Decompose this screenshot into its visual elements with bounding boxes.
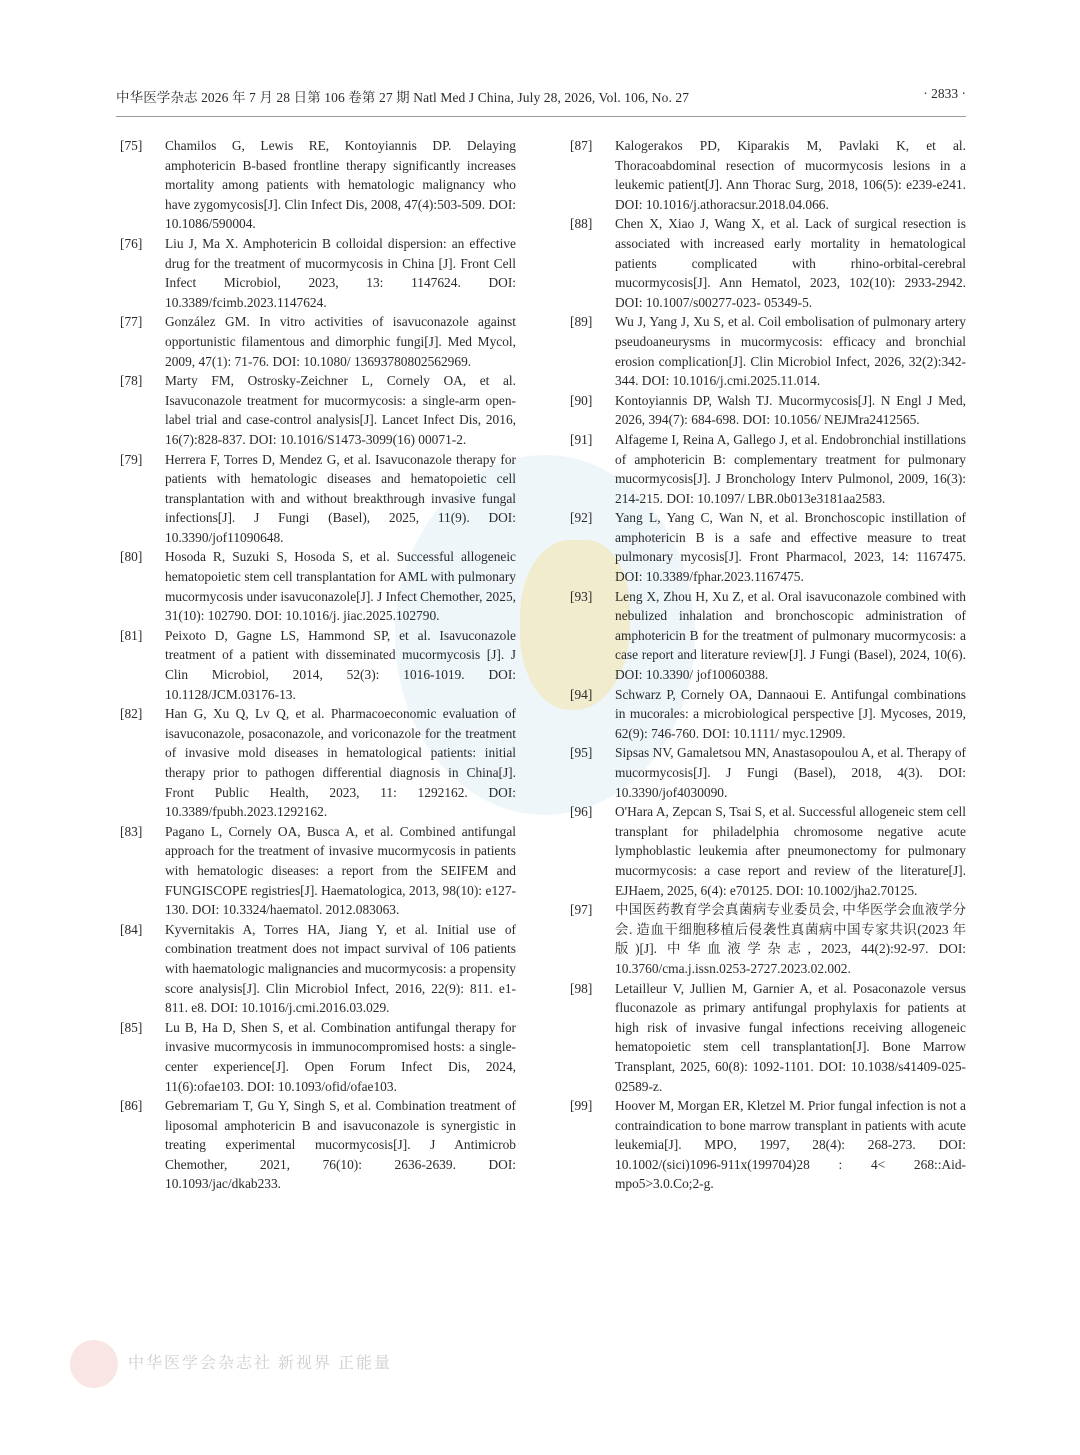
reference-entry bbox=[120, 547, 516, 625]
reference-number: [93] bbox=[570, 588, 593, 604]
reference-entry bbox=[570, 685, 966, 744]
reference-entry bbox=[120, 450, 516, 548]
reference-number: [98] bbox=[570, 980, 593, 996]
publisher-logo-icon bbox=[70, 1340, 118, 1388]
reference-text: 中国医药教育学会真菌病专业委员会, 中华医学会血液学分会. 造血干细胞移植后侵袭性真菌病中国专家共识(2023 年版)[J]. 中华血液学杂志, 2023, 44(2):92-97. DOI: 10.3760/cma.j.issn.0253-2727.2023.02.002. bbox=[615, 902, 966, 976]
reference-text: Lu B, Ha D, Shen S, et al. Combination antifungal therapy for invasive mucormycosis in immunocompromised hosts: a single-center experience[J]. Open Forum Infect Dis, 2024, 11(6):ofae103. DOI: 10.1093/ofid/ofae103. bbox=[165, 1019, 516, 1094]
reference-text: Schwarz P, Cornely OA, Dannaoui E. Antifungal combinations in mucorales: a microbiological perspective [J]. Mycoses, 2019, 62(9): 746-760. DOI: 10.1111/ myc.12909. bbox=[615, 686, 966, 741]
reference-number: [92] bbox=[570, 510, 593, 526]
reference-number: [89] bbox=[570, 314, 593, 330]
reference-entry bbox=[120, 1018, 516, 1096]
reference-number: [96] bbox=[570, 804, 593, 820]
reference-text: Han G, Xu Q, Lv Q, et al. Pharmacoeconomic evaluation of isavuconazole, posaconazole, and voriconazole for the treatment of invasive mold diseases in hematological patients: initial therapy prior to pathogen differential diagnosis in China[J]. Front Public Health, 2023, 11: 1292162. DOI: 10.3389/fpubh.2023.1292162. bbox=[165, 706, 516, 820]
running-header bbox=[116, 86, 966, 110]
reference-entry bbox=[120, 371, 516, 449]
reference-text: Pagano L, Cornely OA, Busca A, et al. Combined antifungal approach for the treatment of invasive mucormycosis in patients with hematologic diseases: a report from the SEIFEM and FUNGISCOPE registries[J]. Haematologica, 2013, 98(10): e127-130. DOI: 10.3324/haematol. 2012.083063. bbox=[165, 823, 516, 918]
reference-entry bbox=[120, 312, 516, 371]
reference-text: Yang L, Yang C, Wan N, et al. Bronchoscopic instillation of amphotericin B is a safe and effective measure to treat pulmonary mycosis[J]. Front Pharmacol, 2023, 14: 1167475. DOI: 10.3389/fphar.2023.1167475. bbox=[615, 510, 966, 585]
references-right-column bbox=[570, 136, 966, 1194]
header-divider bbox=[116, 116, 966, 117]
reference-number: [84] bbox=[120, 921, 143, 937]
reference-entry bbox=[120, 822, 516, 920]
reference-text: Letailleur V, Jullien M, Garnier A, et al. Posaconazole versus fluconazole as primary antifungal prophylaxis for patients at high risk of invasive fungal infections receiving allogeneic hematopoietic stem cell transplantation[J]. Bone Marrow Transplant, 2025, 60(8): 1092-1101. DOI: 10.1038/s41409-025-02589-z. bbox=[615, 980, 966, 1094]
reference-number: [82] bbox=[120, 706, 143, 722]
reference-entry bbox=[570, 587, 966, 685]
reference-entry bbox=[570, 1096, 966, 1194]
reference-entry bbox=[570, 391, 966, 430]
reference-text: Hoover M, Morgan ER, Kletzel M. Prior fungal infection is not a contraindication to bone marrow transplant in patients with acute leukemia[J]. MPO, 1997, 28(4): 268-273. DOI: 10.1002/(sici)1096-911x(199704)28 : 4< 268::Aid-mpo5>3.0.Co;2-g. bbox=[615, 1098, 966, 1192]
reference-number: [87] bbox=[570, 138, 593, 153]
reference-number: [94] bbox=[570, 686, 593, 702]
reference-number: [88] bbox=[570, 216, 593, 232]
reference-text: Alfageme I, Reina A, Gallego J, et al. Endobronchial instillations of amphotericin B: complementary treatment for pulmonary mucormycosis[J]. J Bronchology Interv Pulmonol, 2009, 16(3): 214-215. DOI: 10.1097/ LBR.0b013e3181aa2583. bbox=[615, 431, 966, 506]
reference-text: Chamilos G, Lewis RE, Kontoyiannis DP. Delaying amphotericin B-based frontline therapy significantly increases mortality among patients with hematologic malignancy who have zygomycosis[J]. Clin Infect Dis, 2008, 47(4):503-509. DOI: 10.1086/590004. bbox=[165, 138, 516, 232]
reference-entry bbox=[120, 920, 516, 1018]
reference-number: [75] bbox=[120, 138, 143, 153]
reference-text: Wu J, Yang J, Xu S, et al. Coil embolisation of pulmonary artery pseudoaneurysms in mucormycosis: efficacy and bronchial erosion complication[J]. Clin Microbiol Infect, 2026, 32(2):342-344. DOI: 10.1016/j.cmi.2025.11.014. bbox=[615, 314, 966, 389]
reference-text: Sipsas NV, Gamaletsou MN, Anastasopoulou A, et al. Therapy of mucormycosis[J]. J Fungi (Basel), 2018, 4(3). DOI: 10.3390/jof4030090. bbox=[615, 745, 966, 800]
reference-text: Kalogerakos PD, Kiparakis M, Pavlaki K, et al. Thoracoabdominal resection of mucormycosis lesions in a leukemic patient[J]. Ann Thorac Surg, 2018, 106(5): e239-e241. DOI: 10.1016/j.athoracsur.2018.04.066. bbox=[615, 138, 966, 212]
reference-entry bbox=[570, 312, 966, 390]
reference-text: O'Hara A, Zepcan S, Tsai S, et al. Successful allogeneic stem cell transplant for philadelphia chromosome negative acute lymphoblastic leukemia after pneumonectomy for pulmonary mucormycosis: a case report and review of the literature[J]. EJHaem, 2025, 6(4): e70125. DOI: 10.1002/jha2.70125. bbox=[615, 804, 966, 898]
reference-text: Leng X, Zhou H, Xu Z, et al. Oral isavuconazole combined with nebulized inhalation and bronchoscopic administration of amphotericin B for the treatment of pulmonary mucormycosis: a case report and literature review[J]. J Fungi (Basel), 2024, 10(6). DOI: 10.3390/ jof10060388. bbox=[615, 588, 966, 683]
reference-number: [80] bbox=[120, 549, 143, 565]
reference-entry bbox=[570, 743, 966, 802]
reference-number: [77] bbox=[120, 314, 143, 330]
references-left-column bbox=[120, 136, 516, 1194]
reference-number: [83] bbox=[120, 823, 143, 839]
reference-entry bbox=[120, 136, 516, 234]
reference-entry bbox=[570, 136, 966, 214]
reference-entry bbox=[570, 508, 966, 586]
reference-text: Peixoto D, Gagne LS, Hammond SP, et al. Isavuconazole treatment of a patient with disseminated mucormycosis [J]. J Clin Microbiol, 2014, 52(3): 1016-1019. DOI: 10.1128/JCM.03176-13. bbox=[165, 627, 516, 702]
page-number: · 2833 · bbox=[923, 86, 966, 101]
reference-entry bbox=[570, 979, 966, 1097]
reference-entry bbox=[570, 214, 966, 312]
reference-entry bbox=[120, 626, 516, 704]
reference-text: Liu J, Ma X. Amphotericin B colloidal dispersion: an effective drug for the treatment of mucormycosis in China [J]. Front Cell Infect Microbiol, 2023, 13: 1147624. DOI: 10.3389/fcimb.2023.1147624. bbox=[165, 235, 516, 310]
reference-number: [99] bbox=[570, 1098, 593, 1114]
reference-entry bbox=[570, 430, 966, 508]
reference-number: [76] bbox=[120, 235, 143, 251]
reference-entry bbox=[570, 802, 966, 900]
reference-text: González GM. In vitro activities of isavuconazole against opportunistic filamentous and dimorphic fungi[J]. Med Mycol, 2009, 47(1): 71-76. DOI: 10.1080/ 13693780802562969. bbox=[165, 314, 516, 369]
reference-entry bbox=[120, 704, 516, 822]
reference-text: Herrera F, Torres D, Mendez G, et al. Isavuconazole therapy for patients with hematologic diseases and hematopoietic cell transplantation with and without breakthrough invasive fungal infections[J]. J Fungi (Basel), 2025, 11(9). DOI: 10.3390/jof11090648. bbox=[165, 451, 516, 545]
reference-number: [81] bbox=[120, 627, 143, 643]
publisher-watermark-text: 中华医学会杂志社 新视界 正能量 bbox=[128, 1355, 393, 1372]
reference-entry bbox=[120, 234, 516, 312]
reference-number: [78] bbox=[120, 373, 143, 389]
reference-entry bbox=[120, 1096, 516, 1194]
reference-number: [95] bbox=[570, 745, 593, 761]
reference-text: Chen X, Xiao J, Wang X, et al. Lack of surgical resection is associated with increased early mortality in hematological patients complicated with rhino-orbital-cerebral mucormycosis[J]. Ann Hematol, 2023, 102(10): 2933-2942. DOI: 10.1007/s00277-023- 05349-5. bbox=[615, 216, 966, 310]
reference-text: Kyvernitakis A, Torres HA, Jiang Y, et al. Initial use of combination treatment does not impact survival of 106 patients with haematologic malignancies and mucormycosis: a propensity score analysis[J]. Clin Microbiol Infect, 2016, 22(9): 811. e1-811. e8. DOI: 10.1016/j.cmi.2016.03.029. bbox=[165, 921, 516, 1016]
reference-text: Marty FM, Ostrosky-Zeichner L, Cornely OA, et al. Isavuconazole treatment for mucormycosis: a single-arm open-label trial and case-control analysis[J]. Lancet Infect Dis, 2016, 16(7):828-837. DOI: 10.1016/S1473-3099(16) 00071-2. bbox=[165, 373, 516, 447]
reference-entry bbox=[570, 900, 966, 978]
reference-number: [86] bbox=[120, 1098, 143, 1114]
journal-citation-line: 中华医学杂志 2026 年 7 月 28 日第 106 卷第 27 期 Natl Med J China, July 28, 2026, Vol. 106, No. 27 bbox=[116, 90, 690, 105]
reference-text: Hosoda R, Suzuki S, Hosoda S, et al. Successful allogeneic hematopoietic stem cell transplantation for AML with pulmonary mucormycosis under isavuconazole[J]. J Infect Chemother, 2025, 31(10): 102790. DOI: 10.1016/j. jiac.2025.102790. bbox=[165, 549, 516, 624]
reference-number: [90] bbox=[570, 392, 593, 408]
reference-text: Kontoyiannis DP, Walsh TJ. Mucormycosis[J]. N Engl J Med, 2026, 394(7): 684-698. DOI: 10.1056/ NEJMra2412565. bbox=[615, 392, 966, 428]
reference-number: [91] bbox=[570, 431, 593, 447]
reference-number: [85] bbox=[120, 1019, 143, 1035]
reference-text: Gebremariam T, Gu Y, Singh S, et al. Combination treatment of liposomal amphotericin B and isavuconazole is synergistic in treating experimental mucormycosis[J]. J Antimicrob Chemother, 2021, 76(10): 2636-2639. DOI: 10.1093/jac/dkab233. bbox=[165, 1098, 516, 1192]
reference-number: [79] bbox=[120, 451, 143, 467]
reference-number: [97] bbox=[570, 902, 593, 918]
